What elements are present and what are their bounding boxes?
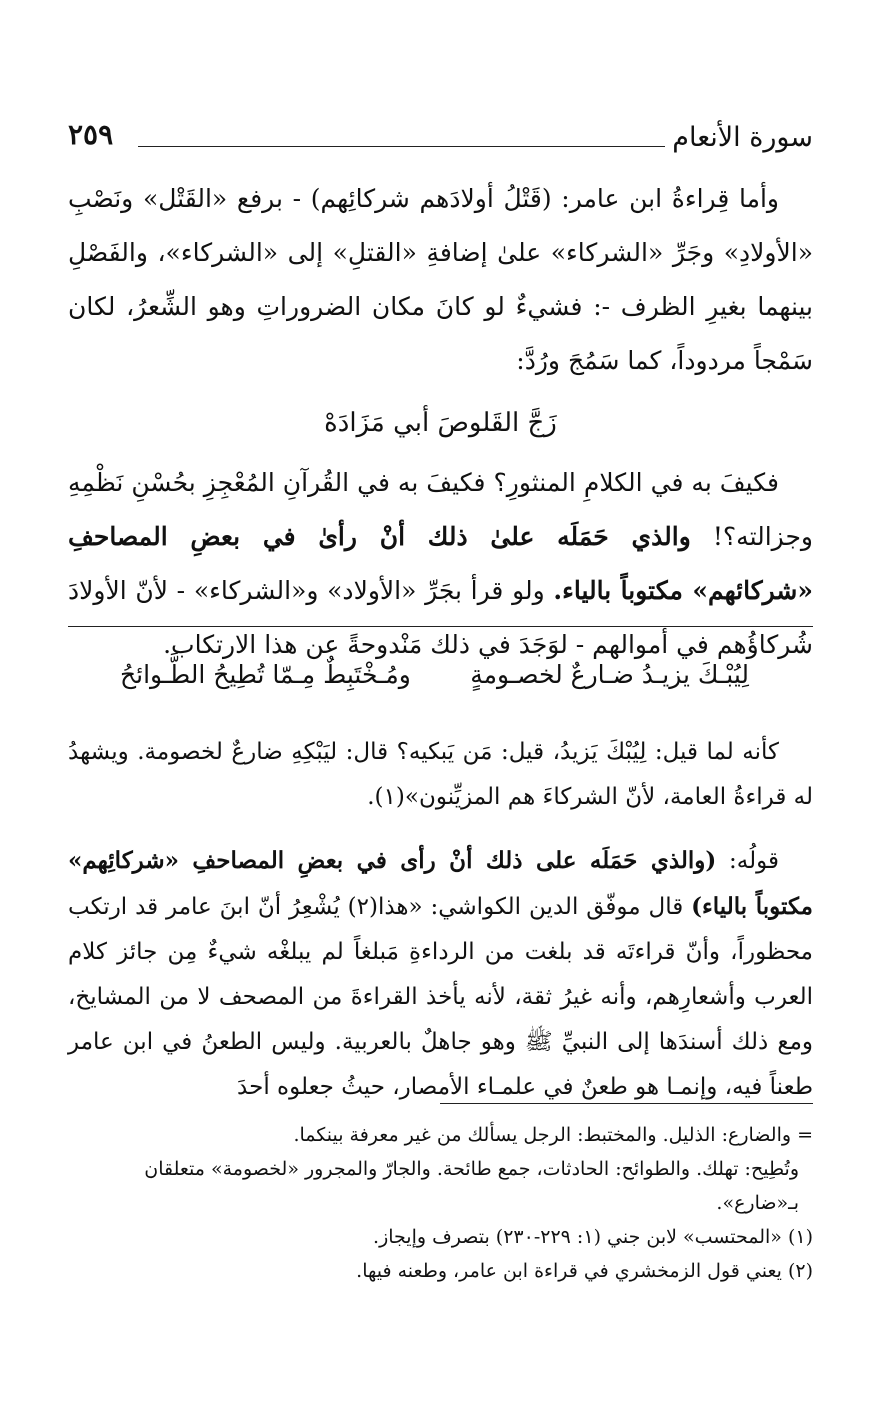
footnote-continuation-1: = والضارع: الذليل. والمختبط: الرجل يسألك من غير معرفة بينكما.: [293, 1124, 813, 1146]
poetry-couplet: [120, 660, 749, 704]
main-paragraph-2-bold: والذي حَمَلَه علىٰ ذلك أنْ رأىٰ في بعضِ المصاحفِ «شركائهم» مكتوباً بالياء.: [68, 522, 813, 605]
commentary-paragraph-1: كأنه لما قيل: لِيُبْكَ يَزيدُ، قيل: مَن يَبكيه؟ قال: ليَبْكِهِ ضارعٌ لخصومة. ويشهدُ له قراءةُ العامة، لأنّ الشركاءَ هم المزيِّنون»(١).: [68, 739, 813, 810]
footnote-2: (٢) يعني قول الزمخشري في قراءة ابن عامر، وطعنه فيها.: [356, 1260, 813, 1282]
header-rule: [138, 146, 665, 147]
surah-name: سورة الأنعام: [672, 122, 813, 153]
couplet-second-hemistich: ومُـخْتَبِطٌ مِـمّا تُطِيحُ الطَّـوائحُ: [120, 660, 411, 689]
commentary-text: [68, 730, 813, 1128]
footnote-1: (١) «المحتسب» لابن جني (١: ٢٢٩-٢٣٠) بتصرف وإيجاز.: [373, 1226, 813, 1248]
page-header: [68, 116, 813, 166]
couplet-first-hemistich: لِيُبْـكَ يزيـدُ ضـارعٌ لخصـومةٍ: [470, 660, 749, 689]
commentary-paragraph-2-start: قولُه:: [716, 848, 780, 874]
main-paragraph-2-end: ولو قرأ بجَرِّ «الأولاد» و«الشركاء» - لأنّ الأولادَ شُركاؤُهم في أموالهم - لوَجَدَ في ذلك مَنْدوحةً عن هذا الارتكاب.: [68, 576, 813, 659]
commentary-paragraph-2-bold: (والذي حَمَلَه على ذلك أنْ رأى في بعضِ المصاحفِ «شركائِهم» مكتوباً بالياء): [68, 847, 813, 920]
main-paragraph-1: وأما قِراءةُ ابن عامر: (قَتْلُ أولادَهم شركائِهم) - برفع «القَتْل» ونَصْبِ «الأولادِ» وجَرِّ «الشركاء» علىٰ إضافةِ «القتلِ» إلى «الشركاء»، والفَصْلِ بينهما بغيرِ الظرف -: فشيءٌ لو كانَ مكان الضروراتِ وهو الشِّعرُ، لكان سَمْجاً مردوداً، كما سَمُجَ ورُدَّ:: [68, 184, 813, 375]
main-paragraph-2: [68, 456, 813, 672]
footnote-divider: [440, 1103, 813, 1104]
main-text: [68, 172, 813, 672]
footnote-continuation-2: وتُطِيح: تهلك. والطوائح: الحادثات، جمع طائحة. والجارّ والمجرور «لخصومة» متعلقان بـ«ضارع».: [144, 1158, 799, 1214]
page-number: ٢٥٩: [68, 118, 114, 151]
section-divider: [68, 626, 813, 627]
main-paragraph-2-start: فكيفَ به في الكلامِ المنثورِ؟ فكيفَ به في القُرآنِ المُعْجِزِ بحُسْنِ نَظْمِهِ وجزالته؟!: [68, 468, 813, 551]
poetry-verse: زَجَّ القَلوصَ أبي مَزَادَهْ: [324, 408, 557, 438]
commentary-paragraph-2-end: قال موفّق الدين الكواشي: «هذا(٢) يُشْعِرُ أنّ ابنَ عامر قد ارتكب محظوراً، وأنّ قراءتَه قد بلغت من الرداءةِ مَبلغاً لم يبلغْه شيءٌ مِن جائز كلام العرب وأشعارِهم، وأنه غيرُ ثقة، لأنه يأخذ القراءةَ من المصحف لا من المشايخ، ومع ذلك أسندَها إلى النبيِّ ﷺ وهو جاهلٌ بالعربية. وليس الطعنُ في ابن عامر طعناً فيه، وإنمـا هو طعنٌ في علمـاء الأمصار، حيثُ جعلوه أحدَ: [68, 894, 813, 1100]
footnotes: [68, 1118, 813, 1288]
commentary-paragraph-2: [68, 838, 813, 1110]
